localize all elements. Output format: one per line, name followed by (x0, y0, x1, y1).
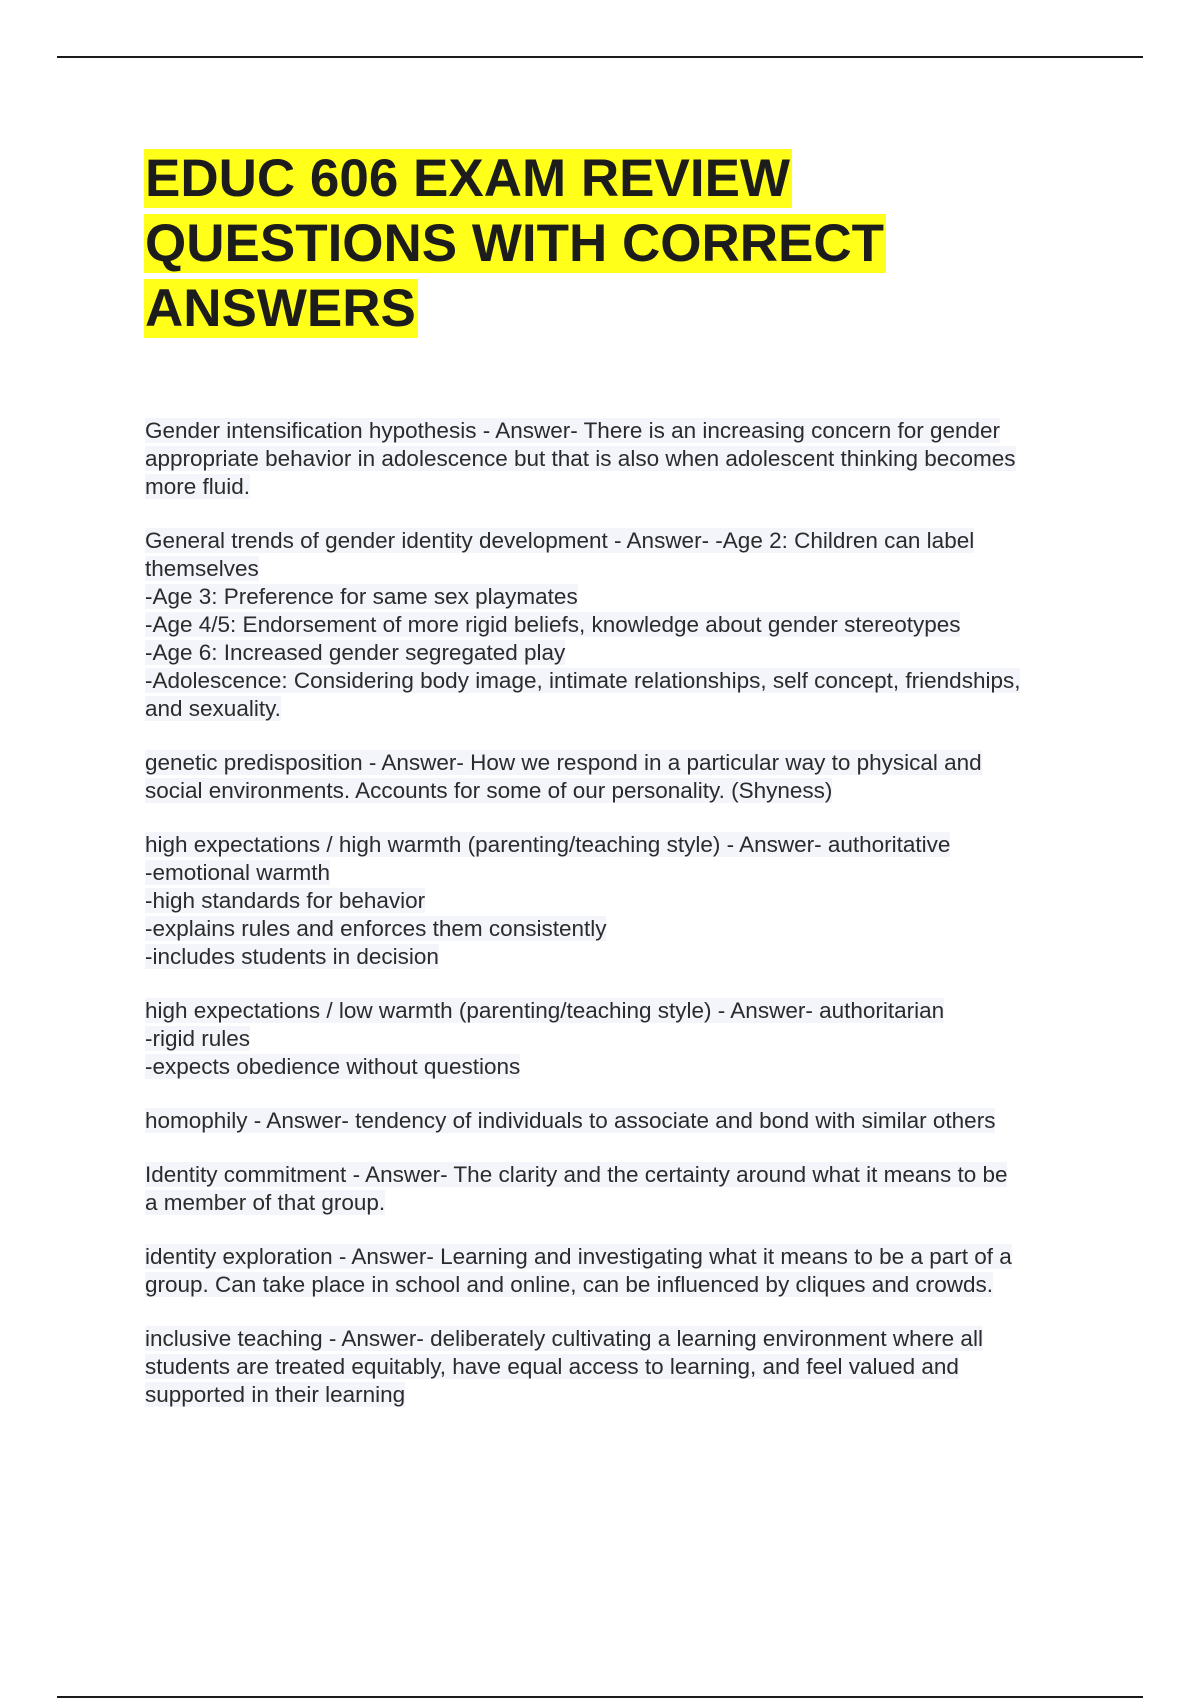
title-line-1: EDUC 606 EXAM REVIEW (145, 149, 790, 208)
qa-entry-inclusive-teaching (145, 1325, 1090, 1409)
entry-line: Identity commitment - Answer- The clarity and the certainty around what it means to be (145, 1162, 1008, 1187)
entry-line: supported in their learning (145, 1382, 406, 1407)
entry-line: -expects obedience without questions (145, 1054, 521, 1079)
entry-line: high expectations / low warmth (parenting/teaching style) - Answer- authoritarian (145, 998, 945, 1023)
entry-line: themselves (145, 556, 259, 581)
entry-line: -includes students in decision (145, 944, 439, 969)
entry-line: high expectations / high warmth (parenting/teaching style) - Answer- authoritative (145, 832, 951, 857)
entry-line: more fluid. (145, 474, 251, 499)
entry-line: Gender intensification hypothesis - Answer- There is an increasing concern for gender (145, 418, 1001, 443)
qa-entry-identity-commitment (145, 1161, 1090, 1217)
bottom-rule (57, 1696, 1143, 1698)
entry-line: genetic predisposition - Answer- How we respond in a particular way to physical and (145, 750, 982, 775)
qa-entry-homophily (145, 1107, 1090, 1135)
qa-list (145, 417, 1090, 1435)
qa-entry-gender-identity-trends (145, 527, 1090, 723)
document-title (144, 146, 1044, 341)
qa-entry-genetic-predisposition (145, 749, 1090, 805)
top-rule (57, 56, 1143, 58)
qa-entry-gender-intensification (145, 417, 1090, 501)
entry-line: homophily - Answer- tendency of individuals to associate and bond with similar others (145, 1108, 996, 1133)
title-line-3: ANSWERS (145, 279, 416, 338)
entry-line: -Age 3: Preference for same sex playmates (145, 584, 578, 609)
entry-line: -Age 6: Increased gender segregated play (145, 640, 566, 665)
entry-line: students are treated equitably, have equal access to learning, and feel valued and (145, 1354, 959, 1379)
entry-line: a member of that group. (145, 1190, 386, 1215)
entry-line: -explains rules and enforces them consistently (145, 916, 607, 941)
entry-line: appropriate behavior in adolescence but that is also when adolescent thinking becomes (145, 446, 1016, 471)
entry-line: General trends of gender identity development - Answer- -Age 2: Children can label (145, 528, 975, 553)
entry-line: identity exploration - Answer- Learning and investigating what it means to be a part of a (145, 1244, 1012, 1269)
qa-entry-identity-exploration (145, 1243, 1090, 1299)
entry-line: inclusive teaching - Answer- deliberately cultivating a learning environment where all (145, 1326, 983, 1351)
qa-entry-high-expectations-low-warmth (145, 997, 1090, 1081)
entry-line: and sexuality. (145, 696, 281, 721)
title-line-2: QUESTIONS WITH CORRECT (145, 214, 885, 273)
entry-line: -Adolescence: Considering body image, intimate relationships, self concept, friendships, (145, 668, 1021, 693)
entry-line: -rigid rules (145, 1026, 251, 1051)
entry-line: -Age 4/5: Endorsement of more rigid beliefs, knowledge about gender stereotypes (145, 612, 961, 637)
entry-line: group. Can take place in school and online, can be influenced by cliques and crowds. (145, 1272, 994, 1297)
entry-line: -emotional warmth (145, 860, 331, 885)
qa-entry-high-expectations-high-warmth (145, 831, 1090, 971)
entry-line: social environments. Accounts for some of our personality. (Shyness) (145, 778, 833, 803)
entry-line: -high standards for behavior (145, 888, 426, 913)
